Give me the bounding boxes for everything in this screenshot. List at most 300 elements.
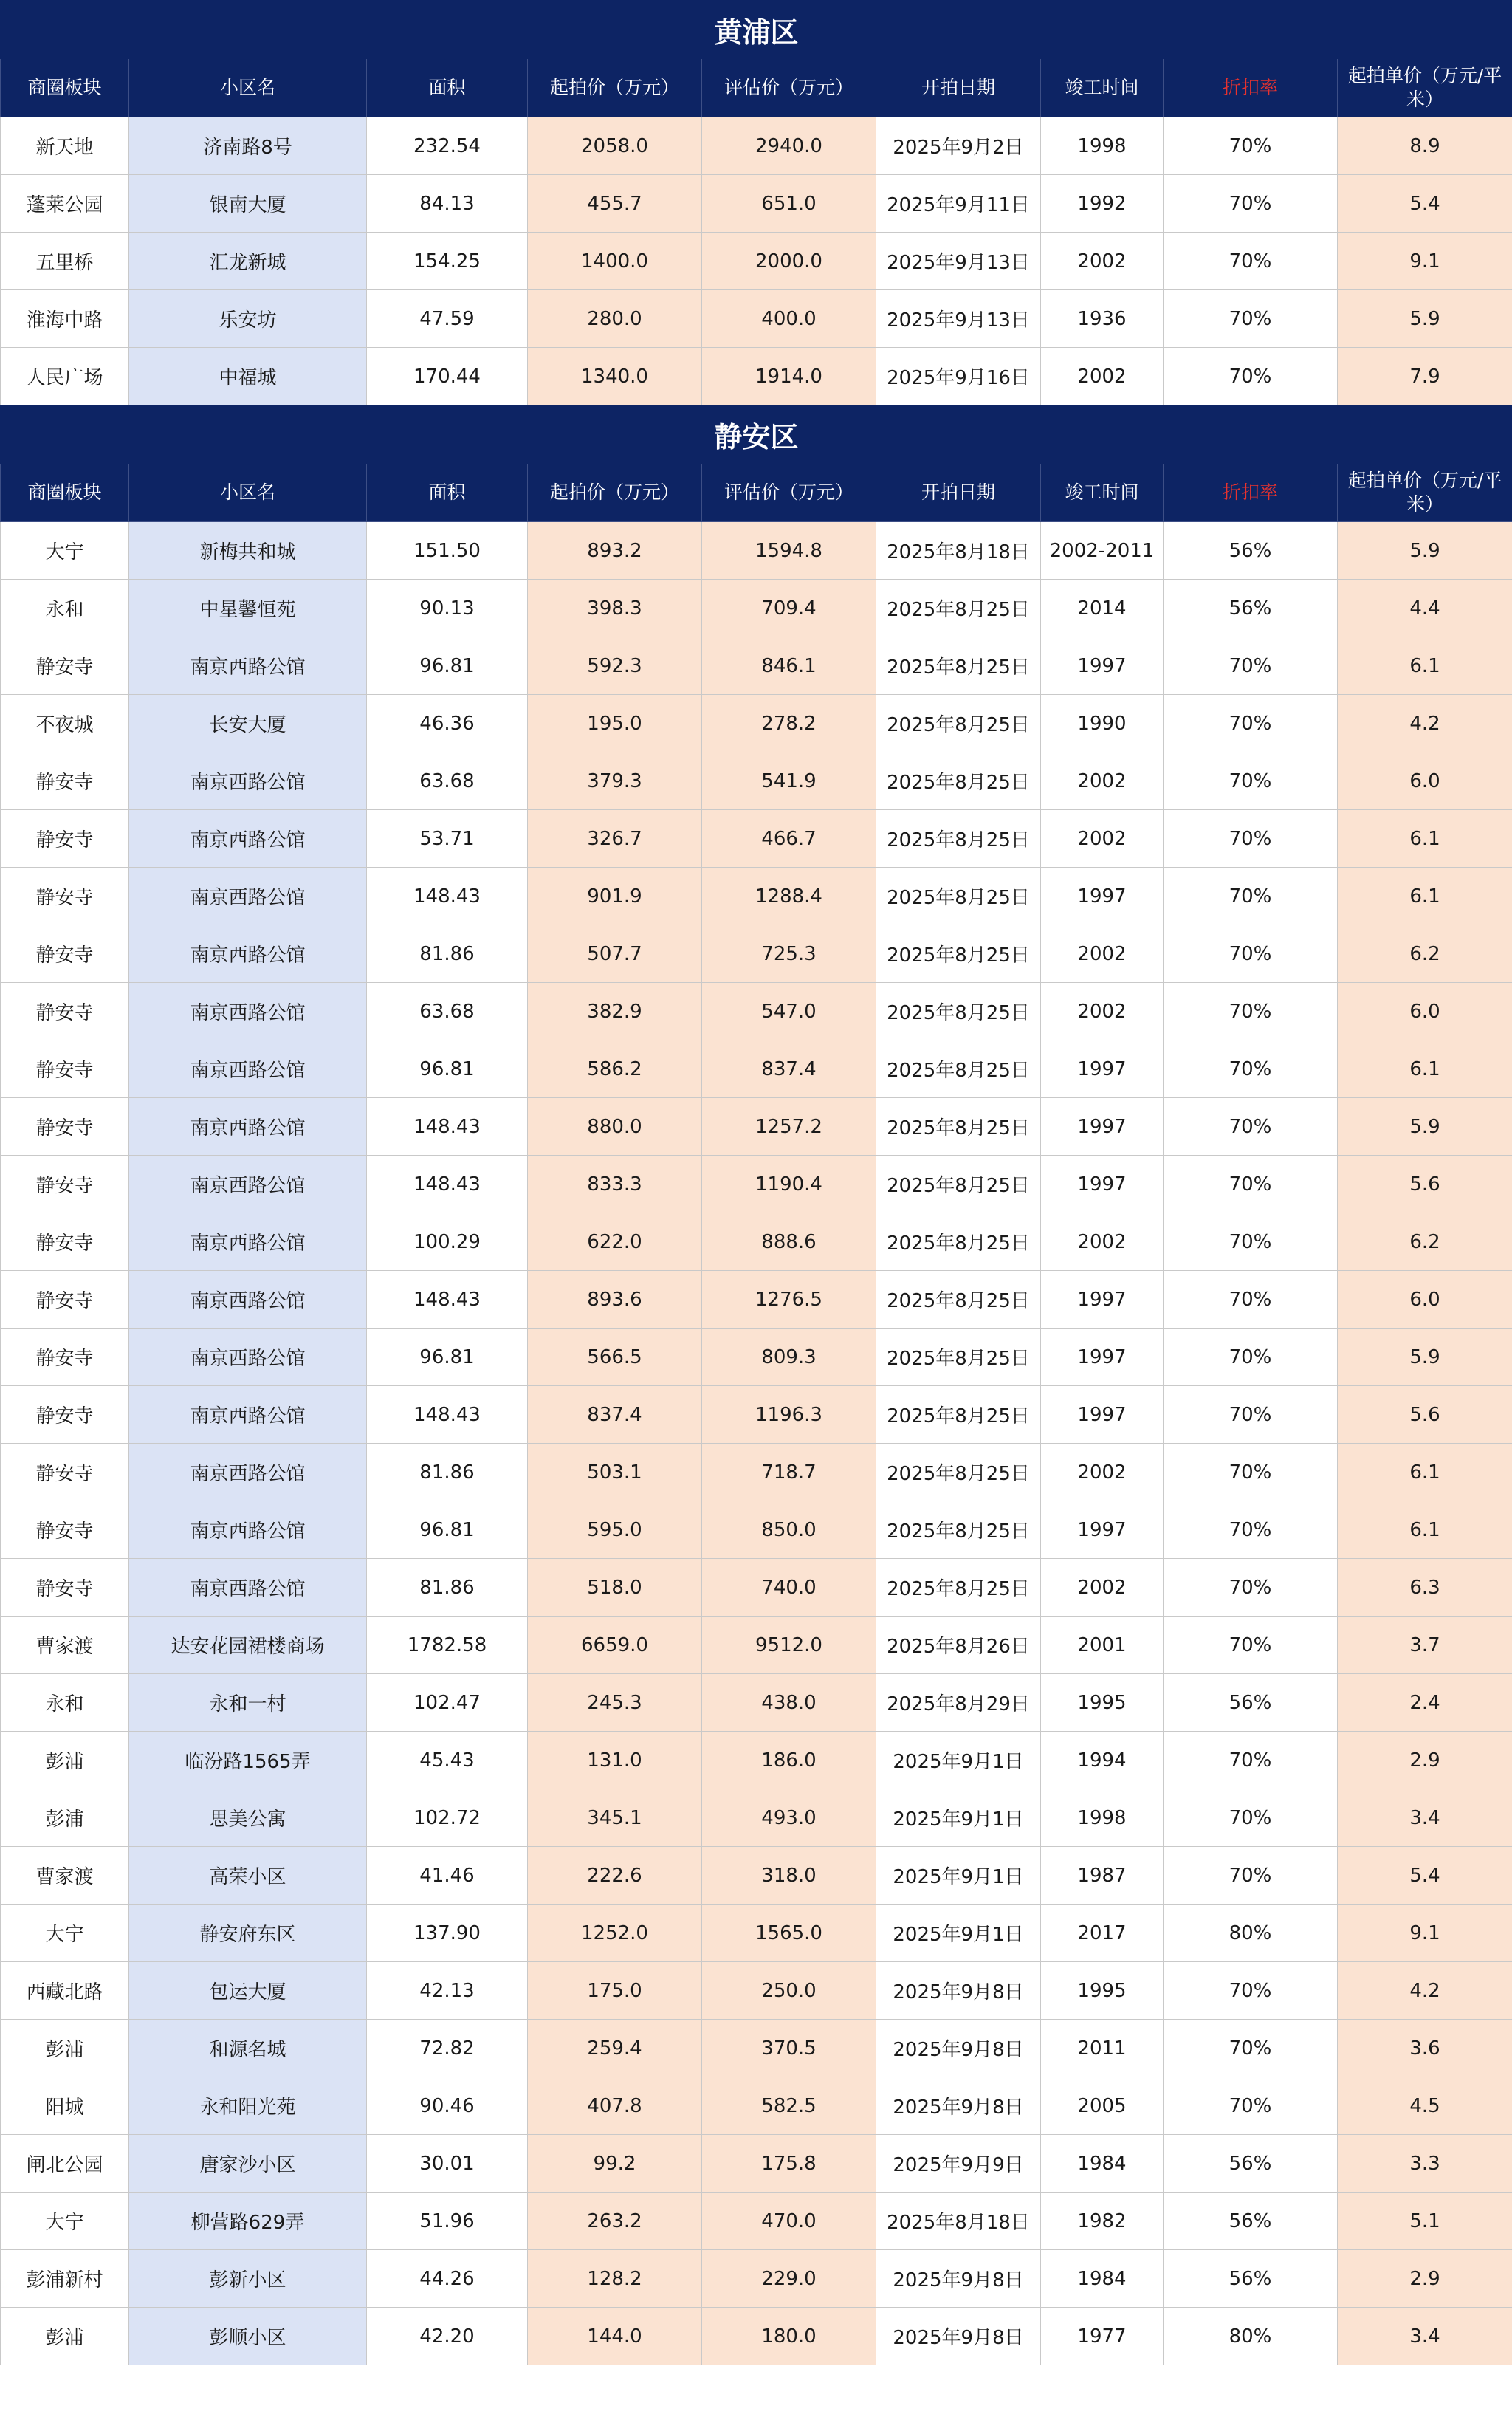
table-row [1, 925, 1512, 983]
appraisal-price-cell: 709.4 [702, 580, 876, 637]
unit-price-cell: 4.4 [1338, 580, 1512, 637]
starting-price-header: 起拍价（万元） [528, 464, 702, 522]
district-block-cell: 静安寺 [1, 752, 129, 810]
discount-rate-cell: 56% [1164, 2250, 1338, 2308]
area-cell: 154.25 [367, 233, 528, 290]
area-cell: 81.86 [367, 1559, 528, 1617]
unit-price-cell: 3.7 [1338, 1617, 1512, 1674]
auction-date-cell: 2025年8月26日 [876, 1617, 1041, 1674]
area-cell: 151.50 [367, 522, 528, 580]
district-block-cell: 闸北公园 [1, 2135, 129, 2193]
discount-rate-cell: 70% [1164, 1213, 1338, 1271]
table-row [1, 637, 1512, 695]
table-row [1, 290, 1512, 348]
area-cell: 84.13 [367, 175, 528, 233]
appraisal-price-cell: 1565.0 [702, 1905, 876, 1962]
community-name-cell: 柳营路629弄 [129, 2193, 367, 2250]
appraisal-price-cell: 837.4 [702, 1040, 876, 1098]
starting-price-cell: 586.2 [528, 1040, 702, 1098]
appraisal-price-cell: 9512.0 [702, 1617, 876, 1674]
unit-price-cell: 4.5 [1338, 2077, 1512, 2135]
area-cell: 63.68 [367, 752, 528, 810]
area-cell: 96.81 [367, 1501, 528, 1559]
auction-table-body [1, 1, 1512, 2365]
area-cell: 148.43 [367, 1386, 528, 1444]
table-row [1, 2250, 1512, 2308]
table-row [1, 1501, 1512, 1559]
auction-date-cell: 2025年8月25日 [876, 868, 1041, 925]
area-cell: 90.13 [367, 580, 528, 637]
appraisal-price-cell: 1196.3 [702, 1386, 876, 1444]
unit-price-header: 起拍单价（万元/平米） [1338, 59, 1512, 117]
area-cell: 81.86 [367, 925, 528, 983]
completion-year-cell: 1997 [1041, 1098, 1164, 1156]
district-block-cell: 静安寺 [1, 1444, 129, 1501]
completion-year-cell: 1992 [1041, 175, 1164, 233]
appraisal-price-cell: 725.3 [702, 925, 876, 983]
starting-price-cell: 1252.0 [528, 1905, 702, 1962]
completion-year-cell: 2002 [1041, 348, 1164, 405]
community-name-cell: 南京西路公馆 [129, 1098, 367, 1156]
table-row [1, 1847, 1512, 1905]
unit-price-cell: 6.3 [1338, 1559, 1512, 1617]
appraisal-price-cell: 466.7 [702, 810, 876, 868]
discount-rate-cell: 70% [1164, 1559, 1338, 1617]
appraisal-price-cell: 370.5 [702, 2020, 876, 2077]
unit-price-cell: 3.4 [1338, 2308, 1512, 2365]
auction-date-cell: 2025年9月9日 [876, 2135, 1041, 2193]
district-block-cell: 大宁 [1, 1905, 129, 1962]
auction-date-cell: 2025年8月25日 [876, 1386, 1041, 1444]
appraisal-price-cell: 229.0 [702, 2250, 876, 2308]
auction-date-cell: 2025年9月1日 [876, 1847, 1041, 1905]
community-name-cell: 临汾路1565弄 [129, 1732, 367, 1789]
table-row [1, 348, 1512, 405]
area-cell: 170.44 [367, 348, 528, 405]
completion-year-cell: 2002 [1041, 1559, 1164, 1617]
community-name-cell: 南京西路公馆 [129, 1386, 367, 1444]
community-name-cell: 南京西路公馆 [129, 1444, 367, 1501]
starting-price-cell: 99.2 [528, 2135, 702, 2193]
appraisal-price-cell: 318.0 [702, 1847, 876, 1905]
discount-rate-cell: 70% [1164, 1789, 1338, 1847]
appraisal-price-cell: 2940.0 [702, 117, 876, 175]
discount-rate-cell: 70% [1164, 1501, 1338, 1559]
unit-price-cell: 2.4 [1338, 1674, 1512, 1732]
area-cell: 81.86 [367, 1444, 528, 1501]
unit-price-cell: 4.2 [1338, 1962, 1512, 2020]
table-row [1, 868, 1512, 925]
community-name-cell: 南京西路公馆 [129, 1501, 367, 1559]
discount-rate-cell: 70% [1164, 175, 1338, 233]
starting-price-header: 起拍价（万元） [528, 59, 702, 117]
section-title-row [1, 1, 1512, 59]
starting-price-cell: 345.1 [528, 1789, 702, 1847]
community-name-cell: 南京西路公馆 [129, 637, 367, 695]
area-header: 面积 [367, 59, 528, 117]
auction-date-cell: 2025年8月29日 [876, 1674, 1041, 1732]
table-row [1, 1386, 1512, 1444]
auction-date-header: 开拍日期 [876, 464, 1041, 522]
completion-year-cell: 2011 [1041, 2020, 1164, 2077]
table-row [1, 175, 1512, 233]
district-block-cell: 永和 [1, 580, 129, 637]
auction-date-cell: 2025年8月25日 [876, 925, 1041, 983]
table-row [1, 1213, 1512, 1271]
discount-rate-cell: 70% [1164, 1962, 1338, 2020]
district-block-cell: 彭浦新村 [1, 2250, 129, 2308]
discount-rate-cell: 56% [1164, 2193, 1338, 2250]
unit-price-cell: 5.9 [1338, 290, 1512, 348]
completion-year-header: 竣工时间 [1041, 464, 1164, 522]
appraisal-price-cell: 250.0 [702, 1962, 876, 2020]
appraisal-price-cell: 1288.4 [702, 868, 876, 925]
starting-price-cell: 379.3 [528, 752, 702, 810]
area-cell: 45.43 [367, 1732, 528, 1789]
completion-year-cell: 2017 [1041, 1905, 1164, 1962]
appraisal-price-cell: 180.0 [702, 2308, 876, 2365]
district-block-cell: 彭浦 [1, 1732, 129, 1789]
area-cell: 51.96 [367, 2193, 528, 2250]
unit-price-cell: 5.9 [1338, 1329, 1512, 1386]
unit-price-cell: 6.2 [1338, 1213, 1512, 1271]
auction-date-cell: 2025年8月25日 [876, 580, 1041, 637]
starting-price-cell: 1400.0 [528, 233, 702, 290]
discount-rate-cell: 70% [1164, 2077, 1338, 2135]
unit-price-cell: 6.1 [1338, 868, 1512, 925]
area-cell: 148.43 [367, 1098, 528, 1156]
community-name-cell: 南京西路公馆 [129, 1559, 367, 1617]
discount-rate-cell: 56% [1164, 580, 1338, 637]
starting-price-cell: 144.0 [528, 2308, 702, 2365]
starting-price-cell: 2058.0 [528, 117, 702, 175]
starting-price-cell: 263.2 [528, 2193, 702, 2250]
unit-price-cell: 6.1 [1338, 1501, 1512, 1559]
table-row [1, 1732, 1512, 1789]
table-row [1, 1098, 1512, 1156]
discount-rate-cell: 70% [1164, 117, 1338, 175]
discount-rate-cell: 80% [1164, 2308, 1338, 2365]
appraisal-price-cell: 1594.8 [702, 522, 876, 580]
area-cell: 148.43 [367, 1271, 528, 1329]
completion-year-cell: 1998 [1041, 1789, 1164, 1847]
district-block-cell: 静安寺 [1, 925, 129, 983]
completion-year-cell: 2002 [1041, 1213, 1164, 1271]
district-block-header: 商圈板块 [1, 464, 129, 522]
completion-year-cell: 1997 [1041, 1329, 1164, 1386]
table-row [1, 522, 1512, 580]
completion-year-cell: 1994 [1041, 1732, 1164, 1789]
community-name-cell: 永和一村 [129, 1674, 367, 1732]
starting-price-cell: 833.3 [528, 1156, 702, 1213]
community-name-cell: 和源名城 [129, 2020, 367, 2077]
starting-price-cell: 131.0 [528, 1732, 702, 1789]
completion-year-cell: 1997 [1041, 637, 1164, 695]
appraisal-price-cell: 850.0 [702, 1501, 876, 1559]
appraisal-price-header: 评估价（万元） [702, 464, 876, 522]
district-block-cell: 静安寺 [1, 1098, 129, 1156]
starting-price-cell: 326.7 [528, 810, 702, 868]
community-name-header: 小区名 [129, 59, 367, 117]
appraisal-price-cell: 541.9 [702, 752, 876, 810]
appraisal-price-cell: 582.5 [702, 2077, 876, 2135]
discount-rate-cell: 56% [1164, 522, 1338, 580]
community-name-cell: 南京西路公馆 [129, 1329, 367, 1386]
discount-rate-cell: 70% [1164, 983, 1338, 1040]
appraisal-price-header: 评估价（万元） [702, 59, 876, 117]
community-name-cell: 思美公寓 [129, 1789, 367, 1847]
auction-date-cell: 2025年8月25日 [876, 810, 1041, 868]
starting-price-cell: 518.0 [528, 1559, 702, 1617]
appraisal-price-cell: 470.0 [702, 2193, 876, 2250]
table-row [1, 1040, 1512, 1098]
district-block-cell: 静安寺 [1, 1213, 129, 1271]
auction-date-cell: 2025年8月18日 [876, 2193, 1041, 2250]
completion-year-cell: 2002 [1041, 983, 1164, 1040]
unit-price-cell: 6.1 [1338, 1040, 1512, 1098]
auction-date-cell: 2025年8月25日 [876, 1501, 1041, 1559]
discount-rate-cell: 70% [1164, 925, 1338, 983]
community-name-cell: 新梅共和城 [129, 522, 367, 580]
unit-price-cell: 5.6 [1338, 1156, 1512, 1213]
area-cell: 96.81 [367, 637, 528, 695]
district-block-cell: 彭浦 [1, 2308, 129, 2365]
appraisal-price-cell: 400.0 [702, 290, 876, 348]
starting-price-cell: 398.3 [528, 580, 702, 637]
district-block-cell: 永和 [1, 1674, 129, 1732]
discount-rate-cell: 70% [1164, 637, 1338, 695]
table-row [1, 1156, 1512, 1213]
completion-year-cell: 1995 [1041, 1674, 1164, 1732]
auction-date-cell: 2025年9月8日 [876, 1962, 1041, 2020]
discount-rate-cell: 56% [1164, 1674, 1338, 1732]
completion-year-cell: 2002 [1041, 752, 1164, 810]
completion-year-cell: 1984 [1041, 2250, 1164, 2308]
unit-price-cell: 6.1 [1338, 637, 1512, 695]
table-row [1, 2308, 1512, 2365]
starting-price-cell: 592.3 [528, 637, 702, 695]
discount-rate-cell: 70% [1164, 348, 1338, 405]
table-row [1, 2193, 1512, 2250]
unit-price-cell: 6.1 [1338, 1444, 1512, 1501]
district-block-header: 商圈板块 [1, 59, 129, 117]
unit-price-header: 起拍单价（万元/平米） [1338, 464, 1512, 522]
unit-price-cell: 9.1 [1338, 1905, 1512, 1962]
community-name-header: 小区名 [129, 464, 367, 522]
completion-year-cell: 1936 [1041, 290, 1164, 348]
district-block-cell: 阳城 [1, 2077, 129, 2135]
starting-price-cell: 195.0 [528, 695, 702, 752]
area-cell: 42.13 [367, 1962, 528, 2020]
community-name-cell: 静安府东区 [129, 1905, 367, 1962]
starting-price-cell: 175.0 [528, 1962, 702, 2020]
starting-price-cell: 280.0 [528, 290, 702, 348]
completion-year-cell: 2002 [1041, 1444, 1164, 1501]
auction-date-cell: 2025年8月25日 [876, 1213, 1041, 1271]
auction-date-cell: 2025年8月25日 [876, 695, 1041, 752]
district-block-cell: 静安寺 [1, 810, 129, 868]
starting-price-cell: 245.3 [528, 1674, 702, 1732]
area-cell: 100.29 [367, 1213, 528, 1271]
table-row [1, 1444, 1512, 1501]
community-name-cell: 包运大厦 [129, 1962, 367, 2020]
starting-price-cell: 382.9 [528, 983, 702, 1040]
starting-price-cell: 455.7 [528, 175, 702, 233]
table-row [1, 1674, 1512, 1732]
completion-year-cell: 1998 [1041, 117, 1164, 175]
area-cell: 53.71 [367, 810, 528, 868]
completion-year-cell: 1984 [1041, 2135, 1164, 2193]
auction-date-cell: 2025年8月25日 [876, 1271, 1041, 1329]
auction-date-cell: 2025年8月25日 [876, 983, 1041, 1040]
unit-price-cell: 8.9 [1338, 117, 1512, 175]
auction-date-cell: 2025年9月1日 [876, 1905, 1041, 1962]
district-block-cell: 静安寺 [1, 1156, 129, 1213]
community-name-cell: 乐安坊 [129, 290, 367, 348]
unit-price-cell: 6.0 [1338, 983, 1512, 1040]
community-name-cell: 南京西路公馆 [129, 1040, 367, 1098]
district-block-cell: 西藏北路 [1, 1962, 129, 2020]
district-block-cell: 不夜城 [1, 695, 129, 752]
area-cell: 42.20 [367, 2308, 528, 2365]
completion-year-cell: 2002 [1041, 810, 1164, 868]
unit-price-cell: 5.4 [1338, 1847, 1512, 1905]
starting-price-cell: 259.4 [528, 2020, 702, 2077]
table-row [1, 233, 1512, 290]
discount-rate-cell: 70% [1164, 810, 1338, 868]
starting-price-cell: 1340.0 [528, 348, 702, 405]
unit-price-cell: 5.4 [1338, 175, 1512, 233]
area-cell: 96.81 [367, 1329, 528, 1386]
appraisal-price-cell: 278.2 [702, 695, 876, 752]
unit-price-cell: 5.1 [1338, 2193, 1512, 2250]
completion-year-cell: 2001 [1041, 1617, 1164, 1674]
area-cell: 1782.58 [367, 1617, 528, 1674]
table-row [1, 1559, 1512, 1617]
starting-price-cell: 880.0 [528, 1098, 702, 1156]
starting-price-cell: 503.1 [528, 1444, 702, 1501]
appraisal-price-cell: 740.0 [702, 1559, 876, 1617]
table-row [1, 810, 1512, 868]
district-block-cell: 淮海中路 [1, 290, 129, 348]
area-cell: 90.46 [367, 2077, 528, 2135]
unit-price-cell: 6.1 [1338, 810, 1512, 868]
table-row [1, 983, 1512, 1040]
community-name-cell: 银南大厦 [129, 175, 367, 233]
section-title: 静安区 [1, 405, 1512, 464]
starting-price-cell: 222.6 [528, 1847, 702, 1905]
discount-rate-cell: 70% [1164, 1329, 1338, 1386]
discount-rate-cell: 70% [1164, 233, 1338, 290]
completion-year-cell: 2005 [1041, 2077, 1164, 2135]
area-header: 面积 [367, 464, 528, 522]
auction-date-cell: 2025年9月1日 [876, 1732, 1041, 1789]
starting-price-cell: 566.5 [528, 1329, 702, 1386]
unit-price-cell: 3.3 [1338, 2135, 1512, 2193]
area-cell: 41.46 [367, 1847, 528, 1905]
community-name-cell: 南京西路公馆 [129, 868, 367, 925]
community-name-cell: 南京西路公馆 [129, 752, 367, 810]
community-name-cell: 达安花园裙楼商场 [129, 1617, 367, 1674]
table-row [1, 1329, 1512, 1386]
unit-price-cell: 5.6 [1338, 1386, 1512, 1444]
completion-year-cell: 1997 [1041, 1040, 1164, 1098]
auction-date-cell: 2025年9月13日 [876, 233, 1041, 290]
district-block-cell: 彭浦 [1, 1789, 129, 1847]
area-cell: 102.47 [367, 1674, 528, 1732]
community-name-cell: 汇龙新城 [129, 233, 367, 290]
discount-rate-cell: 70% [1164, 1271, 1338, 1329]
district-block-cell: 新天地 [1, 117, 129, 175]
district-block-cell: 静安寺 [1, 983, 129, 1040]
appraisal-price-cell: 1276.5 [702, 1271, 876, 1329]
discount-rate-cell: 70% [1164, 1444, 1338, 1501]
table-row [1, 1962, 1512, 2020]
unit-price-cell: 2.9 [1338, 1732, 1512, 1789]
area-cell: 46.36 [367, 695, 528, 752]
unit-price-cell: 9.1 [1338, 233, 1512, 290]
table-row [1, 2077, 1512, 2135]
unit-price-cell: 3.4 [1338, 1789, 1512, 1847]
starting-price-cell: 407.8 [528, 2077, 702, 2135]
unit-price-cell: 2.9 [1338, 2250, 1512, 2308]
completion-year-cell: 2014 [1041, 580, 1164, 637]
appraisal-price-cell: 493.0 [702, 1789, 876, 1847]
table-row [1, 580, 1512, 637]
community-name-cell: 南京西路公馆 [129, 1213, 367, 1271]
auction-date-cell: 2025年9月8日 [876, 2020, 1041, 2077]
area-cell: 137.90 [367, 1905, 528, 1962]
auction-date-cell: 2025年8月25日 [876, 1329, 1041, 1386]
auction-date-cell: 2025年9月8日 [876, 2077, 1041, 2135]
discount-rate-cell: 70% [1164, 695, 1338, 752]
discount-rate-cell: 70% [1164, 1847, 1338, 1905]
district-block-cell: 大宁 [1, 522, 129, 580]
unit-price-cell: 6.0 [1338, 1271, 1512, 1329]
starting-price-cell: 893.2 [528, 522, 702, 580]
district-block-cell: 静安寺 [1, 1386, 129, 1444]
discount-rate-cell: 56% [1164, 2135, 1338, 2193]
header-row [1, 59, 1512, 117]
community-name-cell: 永和阳光苑 [129, 2077, 367, 2135]
appraisal-price-cell: 651.0 [702, 175, 876, 233]
district-block-cell: 曹家渡 [1, 1847, 129, 1905]
table-row [1, 1271, 1512, 1329]
community-name-cell: 南京西路公馆 [129, 983, 367, 1040]
discount-rate-cell: 70% [1164, 1098, 1338, 1156]
discount-rate-cell: 70% [1164, 1386, 1338, 1444]
auction-date-cell: 2025年8月25日 [876, 752, 1041, 810]
auction-date-cell: 2025年9月1日 [876, 1789, 1041, 1847]
table-row [1, 2135, 1512, 2193]
area-cell: 148.43 [367, 868, 528, 925]
district-block-cell: 大宁 [1, 2193, 129, 2250]
community-name-cell: 济南路8号 [129, 117, 367, 175]
district-block-cell: 静安寺 [1, 1559, 129, 1617]
starting-price-cell: 6659.0 [528, 1617, 702, 1674]
starting-price-cell: 595.0 [528, 1501, 702, 1559]
auction-date-cell: 2025年8月18日 [876, 522, 1041, 580]
district-block-cell: 彭浦 [1, 2020, 129, 2077]
table-row [1, 1789, 1512, 1847]
starting-price-cell: 128.2 [528, 2250, 702, 2308]
starting-price-cell: 507.7 [528, 925, 702, 983]
district-block-cell: 五里桥 [1, 233, 129, 290]
auction-date-cell: 2025年8月25日 [876, 637, 1041, 695]
appraisal-price-cell: 438.0 [702, 1674, 876, 1732]
table-row [1, 695, 1512, 752]
starting-price-cell: 901.9 [528, 868, 702, 925]
